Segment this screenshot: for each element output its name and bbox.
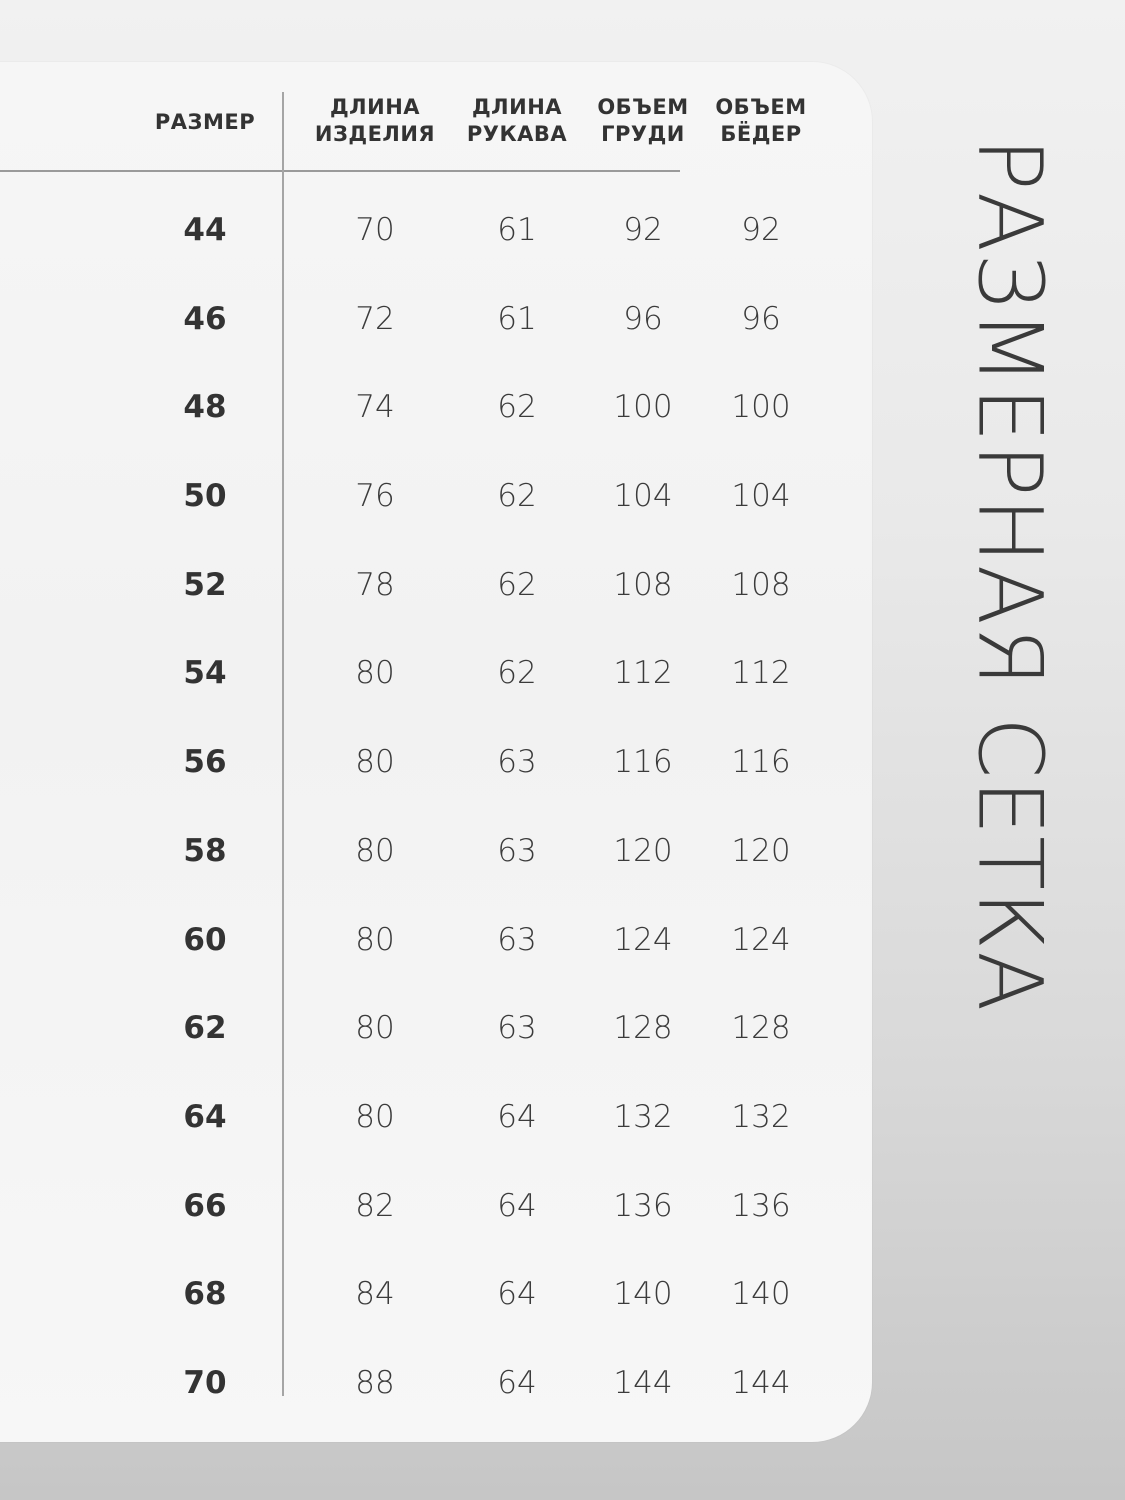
table-row — [148, 718, 828, 807]
cell-hips: 136 — [731, 1187, 791, 1224]
cell-size: 68 — [183, 1276, 227, 1313]
table-row — [148, 896, 828, 985]
table-row — [148, 1073, 828, 1162]
cell-chest: 104 — [613, 478, 673, 515]
cell-sleeve: 61 — [497, 212, 537, 248]
header-hips-line: ОБЪЕМ — [715, 95, 807, 119]
header-size-line: РАЗМЕР — [154, 110, 256, 134]
cell-size: 66 — [183, 1187, 227, 1224]
header-length — [300, 94, 450, 148]
cell-hips: 104 — [731, 478, 791, 515]
cell-chest: 124 — [613, 921, 673, 958]
cell-size: 50 — [183, 478, 227, 515]
cell-sleeve: 64 — [497, 1187, 537, 1224]
cell-chest: 92 — [623, 212, 663, 248]
cell-length: 80 — [355, 1098, 395, 1135]
cell-chest: 108 — [613, 566, 673, 603]
cell-sleeve: 63 — [497, 744, 537, 781]
header-chest-line: ГРУДИ — [601, 122, 685, 146]
cell-hips: 100 — [731, 389, 791, 426]
cell-length: 70 — [355, 212, 395, 248]
cell-hips: 108 — [731, 566, 791, 603]
cell-length: 80 — [355, 744, 395, 781]
header-size — [130, 109, 280, 136]
cell-length: 80 — [355, 832, 395, 869]
cell-sleeve: 62 — [497, 478, 537, 515]
cell-hips: 120 — [731, 832, 791, 869]
table-row — [148, 275, 828, 364]
table-row — [148, 363, 828, 452]
cell-length: 80 — [355, 1010, 395, 1047]
cell-size: 70 — [183, 1364, 227, 1401]
table-row — [148, 1162, 828, 1251]
cell-size: 58 — [183, 832, 227, 869]
cell-chest: 136 — [613, 1187, 673, 1224]
cell-sleeve: 63 — [497, 832, 537, 869]
cell-size: 56 — [183, 744, 227, 781]
cell-length: 80 — [355, 921, 395, 958]
cell-size: 54 — [183, 655, 227, 692]
cell-sleeve: 63 — [497, 1010, 537, 1047]
cell-hips: 128 — [731, 1010, 791, 1047]
cell-chest: 112 — [613, 655, 673, 692]
cell-sleeve: 61 — [497, 300, 537, 337]
cell-chest: 132 — [613, 1098, 673, 1135]
page-title: РАЗМЕРНАЯ СЕТКА — [958, 137, 1062, 1013]
cell-chest: 128 — [613, 1010, 673, 1047]
cell-sleeve: 63 — [497, 921, 537, 958]
cell-size: 46 — [183, 300, 227, 337]
header-length-line: ИЗДЕЛИЯ — [314, 122, 436, 146]
cell-chest: 100 — [613, 389, 673, 426]
cell-size: 64 — [183, 1098, 227, 1135]
size-table-body — [148, 186, 828, 1428]
cell-hips: 112 — [731, 655, 791, 692]
table-row — [148, 1339, 828, 1428]
cell-chest: 116 — [613, 744, 673, 781]
table-row — [148, 1250, 828, 1339]
header-chest-line: ОБЪЕМ — [597, 95, 689, 119]
cell-size: 52 — [183, 566, 227, 603]
size-table-header — [148, 92, 828, 171]
cell-length: 76 — [355, 478, 395, 515]
header-hips — [701, 94, 821, 148]
cell-size: 62 — [183, 1010, 227, 1047]
cell-chest: 96 — [623, 300, 663, 337]
header-sleeve — [452, 94, 582, 148]
header-chest — [583, 94, 703, 148]
cell-sleeve: 64 — [497, 1098, 537, 1135]
cell-hips: 116 — [731, 744, 791, 781]
cell-length: 84 — [355, 1276, 395, 1313]
cell-size: 44 — [183, 212, 227, 248]
cell-chest: 144 — [613, 1364, 673, 1401]
cell-chest: 120 — [613, 832, 673, 869]
cell-hips: 132 — [731, 1098, 791, 1135]
cell-sleeve: 62 — [497, 566, 537, 603]
cell-size: 60 — [183, 921, 227, 958]
cell-size: 48 — [183, 389, 227, 426]
cell-hips: 144 — [731, 1364, 791, 1401]
cell-hips: 96 — [741, 300, 781, 337]
header-sleeve-line: РУКАВА — [466, 122, 568, 146]
table-row — [148, 186, 828, 275]
table-row — [148, 541, 828, 630]
cell-hips: 92 — [741, 212, 781, 248]
header-divider — [0, 170, 680, 172]
table-row — [148, 452, 828, 541]
table-row — [148, 807, 828, 896]
table-row — [148, 984, 828, 1073]
cell-length: 78 — [355, 566, 395, 603]
cell-length: 88 — [355, 1364, 395, 1401]
cell-length: 72 — [355, 300, 395, 337]
cell-length: 74 — [355, 389, 395, 426]
cell-sleeve: 64 — [497, 1276, 537, 1313]
cell-length: 80 — [355, 655, 395, 692]
cell-length: 82 — [355, 1187, 395, 1224]
cell-hips: 140 — [731, 1276, 791, 1313]
cell-chest: 140 — [613, 1276, 673, 1313]
header-sleeve-line: ДЛИНА — [471, 95, 563, 119]
cell-sleeve: 62 — [497, 389, 537, 426]
cell-sleeve: 62 — [497, 655, 537, 692]
header-length-line: ДЛИНА — [329, 95, 421, 119]
cell-hips: 124 — [731, 921, 791, 958]
table-row — [148, 629, 828, 718]
header-hips-line: БЁДЕР — [720, 122, 802, 146]
header-row — [148, 92, 828, 171]
cell-sleeve: 64 — [497, 1364, 537, 1401]
